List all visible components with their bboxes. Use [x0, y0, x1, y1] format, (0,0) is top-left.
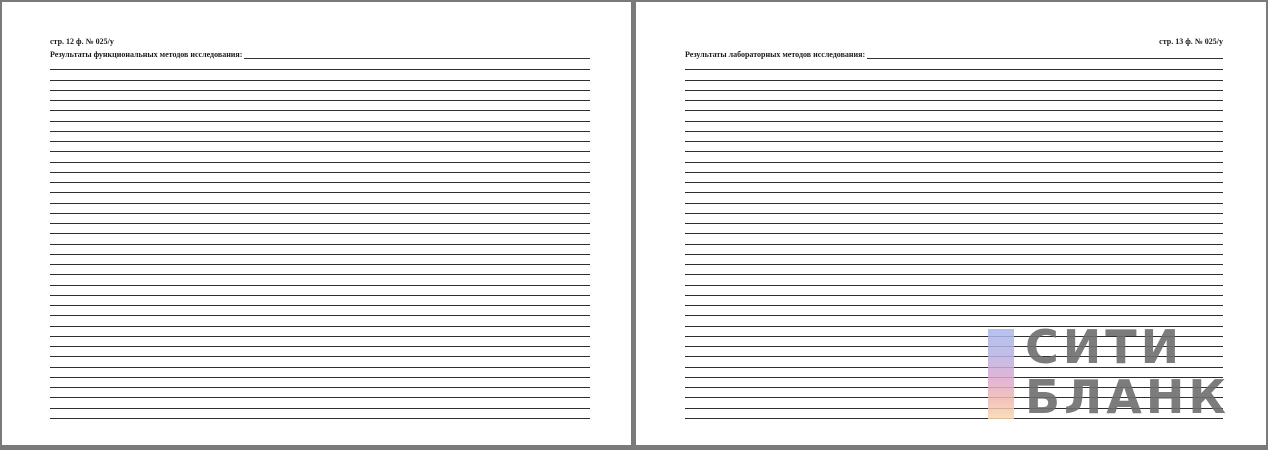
- ruled-line: [50, 91, 590, 101]
- ruled-line: [50, 60, 590, 70]
- ruled-line: [685, 255, 1223, 265]
- ruled-line: [685, 275, 1223, 285]
- ruled-line: [50, 81, 590, 91]
- ruled-line: [50, 368, 590, 378]
- ruled-line: [685, 286, 1223, 296]
- logo-text-line1: СИТИ: [1025, 320, 1184, 374]
- ruled-line: [685, 306, 1223, 316]
- ruled-line: [685, 204, 1223, 214]
- ruled-line: [685, 91, 1223, 101]
- ruled-line: [50, 193, 590, 203]
- ruled-line: [685, 245, 1223, 255]
- ruled-line: [50, 122, 590, 132]
- ruled-lines: [50, 60, 590, 419]
- ruled-line: [685, 163, 1223, 173]
- ruled-line: [50, 152, 590, 162]
- page-number: стр. 13 ф. № 025/у: [1159, 37, 1223, 46]
- ruled-line: [50, 327, 590, 337]
- section-heading: Результаты лабораторных методов исследования:: [685, 50, 866, 59]
- ruled-line: [685, 111, 1223, 121]
- section-heading-row: [50, 50, 590, 60]
- ruled-line: [50, 306, 590, 316]
- ruled-line: [685, 296, 1223, 306]
- ruled-line: [50, 378, 590, 388]
- ruled-line: [50, 224, 590, 234]
- ruled-line: [50, 275, 590, 285]
- ruled-line: [50, 204, 590, 214]
- ruled-line: [50, 316, 590, 326]
- ruled-line: [685, 183, 1223, 193]
- logo-text-line2: БЛАНК: [1025, 370, 1230, 424]
- ruled-line: [50, 265, 590, 275]
- section-heading: Результаты функциональных методов исследования:: [50, 50, 243, 59]
- page-number: стр. 12 ф. № 025/у: [50, 37, 114, 46]
- ruled-line: [50, 398, 590, 408]
- ruled-line: [50, 183, 590, 193]
- watermark-logo: [985, 322, 1255, 422]
- ruled-line: [685, 173, 1223, 183]
- ruled-line: [685, 81, 1223, 91]
- heading-fill-line: [244, 58, 590, 59]
- left-page: [2, 2, 631, 445]
- ruled-line: [50, 234, 590, 244]
- ruled-line: [50, 142, 590, 152]
- ruled-line: [685, 142, 1223, 152]
- ruled-line: [50, 163, 590, 173]
- ruled-line: [50, 132, 590, 142]
- ruled-line: [685, 122, 1223, 132]
- ruled-line: [50, 245, 590, 255]
- ruled-line: [50, 286, 590, 296]
- ruled-line: [50, 111, 590, 121]
- section-heading-row: [685, 50, 1223, 60]
- ruled-line: [50, 347, 590, 357]
- ruled-line: [50, 101, 590, 111]
- ruled-line: [685, 214, 1223, 224]
- ruled-line: [50, 70, 590, 80]
- ruled-line: [685, 60, 1223, 70]
- ruled-line: [50, 173, 590, 183]
- ruled-line: [50, 296, 590, 306]
- ruled-line: [50, 409, 590, 419]
- ruled-line: [685, 193, 1223, 203]
- ruled-line: [685, 101, 1223, 111]
- ruled-line: [685, 132, 1223, 142]
- ruled-line: [685, 152, 1223, 162]
- ruled-line: [685, 70, 1223, 80]
- heading-fill-line: [867, 58, 1223, 59]
- ruled-line: [50, 388, 590, 398]
- logo-gradient-bar: [988, 329, 1014, 419]
- ruled-line: [50, 337, 590, 347]
- ruled-line: [685, 224, 1223, 234]
- ruled-line: [50, 255, 590, 265]
- ruled-line: [50, 214, 590, 224]
- ruled-line: [685, 234, 1223, 244]
- ruled-line: [50, 357, 590, 367]
- ruled-line: [685, 265, 1223, 275]
